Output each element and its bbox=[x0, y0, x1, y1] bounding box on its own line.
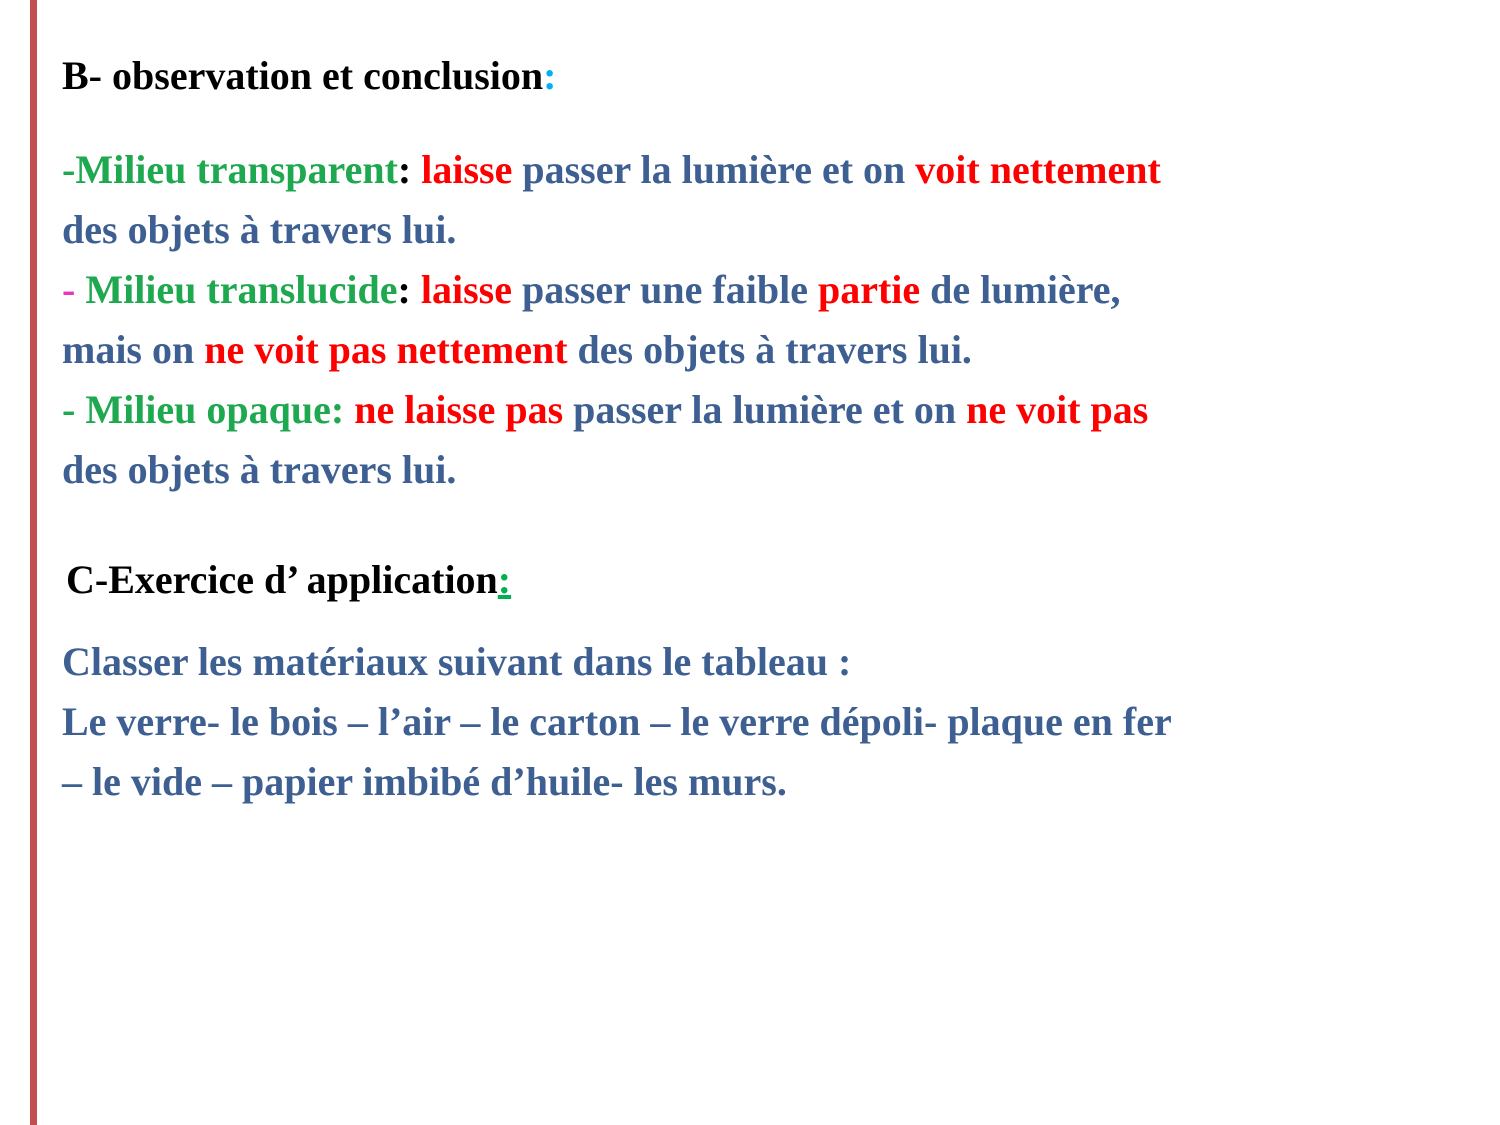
opaque-line-2 bbox=[62, 440, 1472, 500]
exercise-instruction: Classer les matériaux suivant dans le tableau : bbox=[62, 639, 852, 684]
translucide-text-2: de lumière, bbox=[920, 267, 1121, 312]
section-b-colon: : bbox=[543, 53, 557, 98]
transparent-line-1 bbox=[62, 140, 1472, 200]
translucide-line-1 bbox=[62, 260, 1472, 320]
translucide-text-4: des objets à travers lui. bbox=[567, 327, 972, 372]
translucide-colon: : bbox=[397, 267, 411, 312]
translucide-term: Milieu translucide bbox=[75, 267, 398, 312]
translucide-text-3: mais on bbox=[62, 327, 205, 372]
transparent-colon: : bbox=[397, 147, 412, 192]
observation-paragraph bbox=[62, 140, 1472, 500]
transparent-line-2 bbox=[62, 200, 1472, 260]
translucide-laisse: laisse bbox=[420, 267, 512, 312]
translucide-text-1: passer une faible bbox=[512, 267, 818, 312]
exercise-materials-line-1: Le verre- le bois – l’air – le carton – le verre dépoli- plaque en fer bbox=[62, 699, 1172, 744]
left-accent-bar bbox=[30, 0, 37, 1125]
opaque-line-1 bbox=[62, 380, 1472, 440]
exercise-paragraph bbox=[62, 632, 1472, 812]
translucide-line-2 bbox=[62, 320, 1472, 380]
opaque-ne-voit-pas: ne voit pas bbox=[966, 387, 1149, 432]
section-c-heading bbox=[66, 556, 511, 603]
transparent-text-2: des objets à travers lui. bbox=[62, 207, 457, 252]
opaque-ne-laisse-pas: ne laisse pas bbox=[354, 387, 564, 432]
opaque-term: - Milieu opaque: bbox=[62, 387, 345, 432]
transparent-voit-nettement: voit nettement bbox=[915, 147, 1161, 192]
opaque-text-2: des objets à travers lui. bbox=[62, 447, 457, 492]
opaque-text-1: passer la lumière et on bbox=[563, 387, 967, 432]
transparent-laisse: laisse bbox=[421, 147, 513, 192]
section-b-title: B- observation et conclusion bbox=[62, 53, 544, 98]
exercise-materials-line-2: – le vide – papier imbibé d’huile- les murs. bbox=[62, 759, 787, 804]
transparent-term: -Milieu transparent bbox=[62, 147, 398, 192]
translucide-ne-voit-pas-nettement: ne voit pas nettement bbox=[204, 327, 568, 372]
translucide-dash: - bbox=[62, 267, 76, 312]
section-c-colon: : bbox=[497, 557, 512, 602]
translucide-partie: partie bbox=[817, 267, 921, 312]
transparent-text-1: passer la lumière et on bbox=[512, 147, 916, 192]
section-b-heading bbox=[62, 52, 556, 99]
section-c-title: C-Exercice d’ application bbox=[66, 557, 498, 602]
